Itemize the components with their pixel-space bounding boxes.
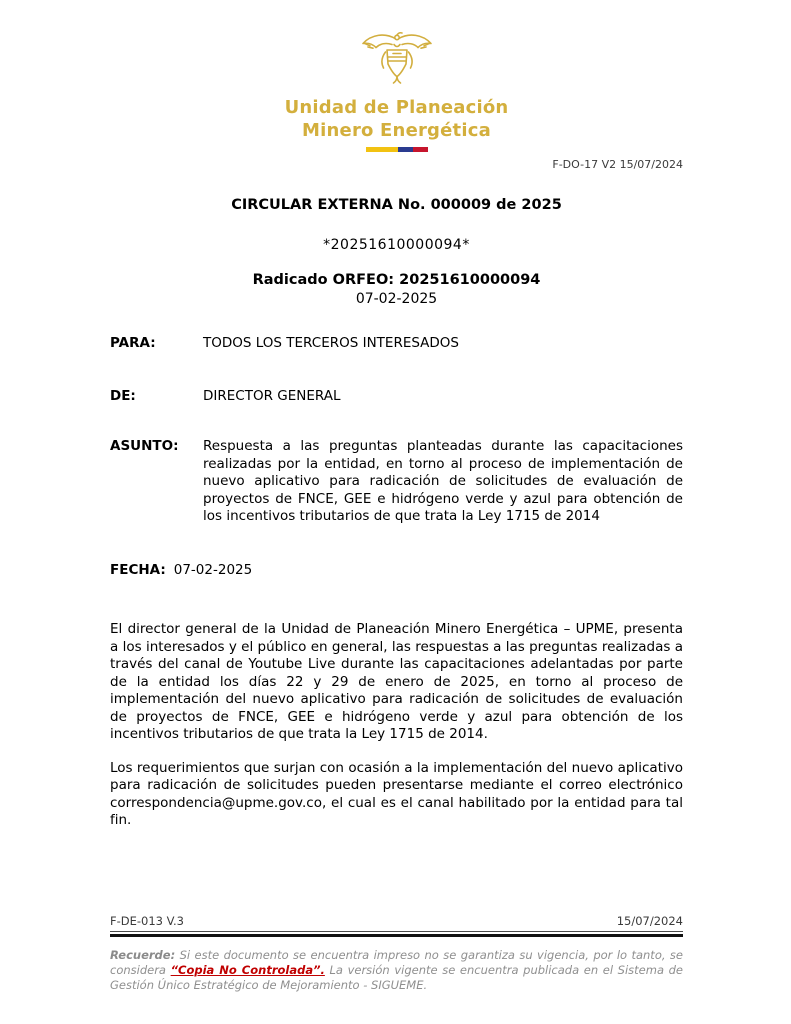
colombia-flag-bar-icon xyxy=(366,147,428,152)
flag-red-stripe xyxy=(413,147,428,152)
asunto-value: Respuesta a las preguntas planteadas durante las capacitaciones realizadas por la entidad, en torno al proceso de implementación de nuevo aplicativo para radicación de solicitudes de evaluación de proyectos de FNCE, GEE e hidrógeno verde y azul para obtención de los incentivos tributarios de que trata la Ley 1715 de 2014 xyxy=(203,438,683,524)
footer-note xyxy=(110,948,683,993)
footer-block xyxy=(110,914,683,993)
de-label: DE: xyxy=(110,387,136,404)
fecha-value: 07-02-2025 xyxy=(173,561,253,578)
field-row-asunto xyxy=(110,438,683,526)
footer-form-code: F-DE-013 V.3 xyxy=(110,914,184,928)
field-row-fecha xyxy=(110,562,683,580)
radicado-line: Radicado ORFEO: 20251610000094 xyxy=(252,272,541,288)
field-row-para xyxy=(110,335,683,353)
body-paragraph-1: El director general de la Unidad de Planeación Minero Energética – UPME, presenta a los interesados y el público en general, las respuestas a las preguntas realizadas a través del canal de Youtube Live durante las capacitaciones adelantadas por parte de la entidad los días 22 y 29 de enero de 2025, en torno al proceso de implementación del nuevo aplicativo para radicación de solicitudes de evaluación de proyectos de FNCE, GEE e hidrógeno verde y azul para obtención de los incentivos tributarios de que trata la Ley 1715 de 2014. xyxy=(110,621,683,742)
para-label: PARA: xyxy=(110,335,156,351)
radicado-date: 07-02-2025 xyxy=(355,291,438,307)
footer-note-lead: Recuerde: xyxy=(110,948,176,962)
fecha-label: FECHA: xyxy=(110,561,166,578)
asunto-label: ASUNTO: xyxy=(110,438,179,454)
flag-blue-stripe xyxy=(398,147,413,152)
de-value: DIRECTOR GENERAL xyxy=(203,387,341,404)
footer-heavy-rule xyxy=(110,934,683,937)
footer-rule-row xyxy=(110,914,683,932)
document-title: CIRCULAR EXTERNA No. 000009 de 2025 xyxy=(231,197,562,213)
upme-coat-of-arms-icon xyxy=(353,30,441,96)
footer-note-part1: Si este documento se encuentra impreso no se garantiza su vigencia, por lo tanto, se considera xyxy=(110,948,683,977)
org-name-line1: Unidad de Planeación xyxy=(284,97,509,118)
barcode-number: *20251610000094* xyxy=(323,237,470,253)
body-paragraph-2: Los requerimientos que surjan con ocasión a la implementación del nuevo aplicativo para radicación de solicitudes pueden presentarse mediante el correo electrónico correspondencia@upme.gov.co, el cual es el canal habilitado por la entidad para tal fin. xyxy=(110,759,683,828)
header-logo-block xyxy=(110,30,683,152)
form-code-top: F-DO-17 V2 15/07/2024 xyxy=(552,158,683,171)
footer-date: 15/07/2024 xyxy=(616,914,683,928)
flag-yellow-stripe xyxy=(366,147,398,152)
field-row-de xyxy=(110,388,683,406)
para-value: TODOS LOS TERCEROS INTERESADOS xyxy=(203,335,459,351)
footer-note-part2: La versión vigente se encuentra publicada en el Sistema de Gestión Único Estratégico de Mejoramiento - SIGUEME. xyxy=(110,963,683,992)
footer-note-highlight: “Copia No Controlada”. xyxy=(170,963,325,977)
org-name-line2: Minero Energética xyxy=(302,120,491,141)
